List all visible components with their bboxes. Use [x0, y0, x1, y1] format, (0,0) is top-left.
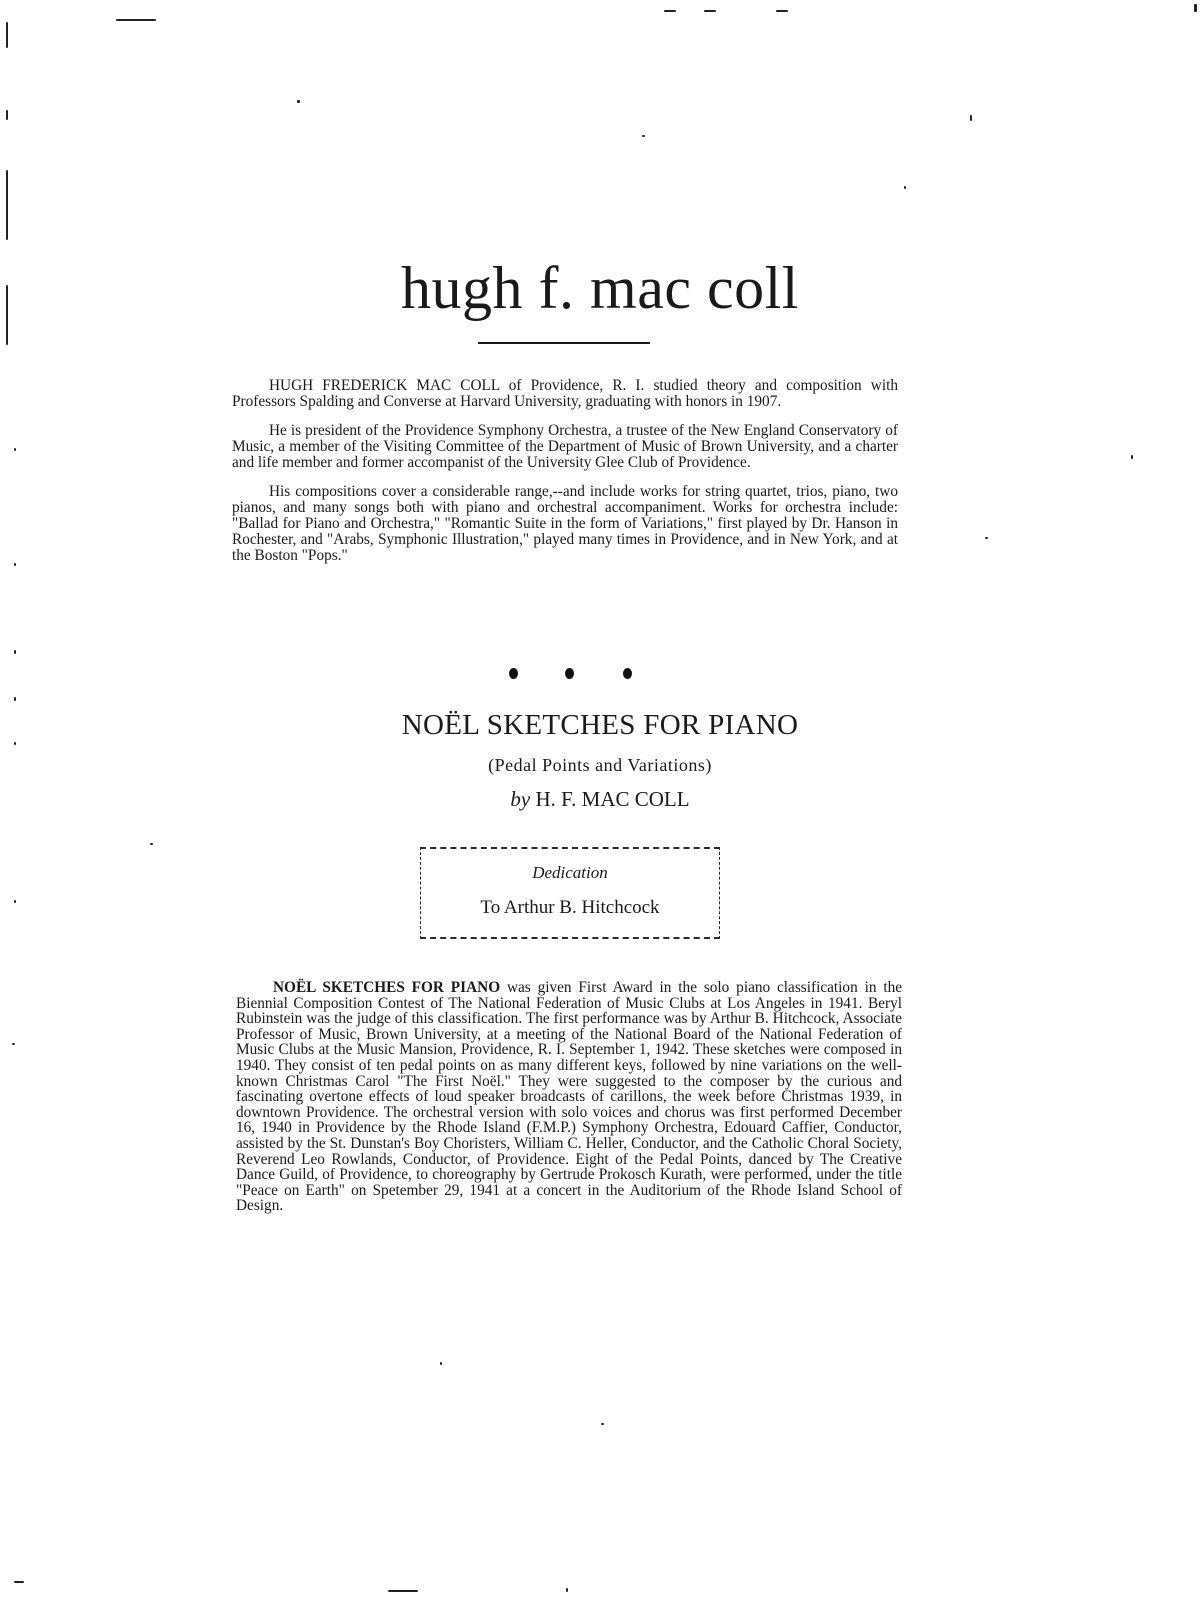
- bio-paragraph: He is president of the Providence Symphony Orchestra, a trustee of the New England Conservatory of Music, a member of the Visiting Committee of the Department of Music of Brown University, and a charter and life member and former accompanist of the University Glee Club of Providence.: [232, 422, 898, 471]
- scan-mark: [704, 10, 716, 12]
- scan-mark: [970, 115, 972, 121]
- scan-mark: [14, 448, 16, 451]
- dedication-recipient: To Arthur B. Hitchcock: [480, 897, 660, 918]
- separator-dot: [623, 668, 632, 679]
- bio-paragraph: His compositions cover a considerable range,--and include works for string quartet, trios, piano, two pianos, and many songs both with piano and orchestral accompaniment. Works for orchestra include: "Ballad for Piano and Orchestra," "Romantic Suite in the form of Variations," first played by Dr. Hanson in Rochester, and "Arabs, Symphonic Illustration," played many times in Providence, and in New York, and at the Boston "Pops.": [232, 483, 898, 564]
- scan-mark: [12, 1043, 15, 1045]
- award-body: was given First Award in the solo piano classification in the Biennial Composition Contest of The National Federation of Music Clubs at Los Angeles in 1941. Beryl Rubinstein was the judge of this classification. The first performance was by Arthur B. Hitchcock, Associate Professor of Music, Brown University, at a meeting of the National Board of the National Federation of Music Clubs at the Music Mansion, Providence, R. I. September 1, 1942. These sketches were composed in 1940. They consist of ten pedal points on as many different keys, followed by nine variations on the well-known Christmas Carol "The First Noël." They were suggested to the composer by the curious and fascinating overtone effects of loud speaker broadcasts of carillons, the week before Christmas 1939, in downtown Providence. The orchestral version with solo voices and chorus was first performed December 16, 1940 in Providence by the Rhode Island (F.M.P.) Symphony Orchestra, Edouard Caffier, Conductor, assisted by the St. Dunstan's Boy Choristers, William C. Heller, Conductor, and the Catholic Choral Society, Reverend Leo Rowlands, Conductor, of Providence. Eight of the Pedal Points, danced by The Creative Dance Guild, of Providence, to choreography by Gertrude Prokosch Kurath, were performed, under the title "Peace on Earth" on Spetember 29, 1941 at a concert in the Auditorium of the Rhode Island School of Design.: [236, 979, 903, 1215]
- scan-mark: [150, 843, 153, 845]
- byline-composer: H. F. MAC COLL: [535, 787, 690, 811]
- scan-mark: [6, 110, 8, 120]
- scan-mark: [14, 742, 16, 745]
- scan-mark: [1194, 4, 1197, 12]
- scan-mark: [985, 537, 988, 539]
- dedication-box: [420, 847, 720, 939]
- page-title: hugh f. mac coll: [401, 255, 799, 321]
- scan-mark: [664, 10, 676, 12]
- award-paragraph: [236, 980, 902, 1214]
- biography: [232, 378, 898, 564]
- scan-mark: [440, 1362, 442, 1365]
- separator-dot: [565, 668, 574, 679]
- separator-dot: [509, 668, 518, 679]
- scan-mark: [566, 1588, 568, 1592]
- section-subtitle: (Pedal Points and Variations): [488, 755, 712, 775]
- scan-mark: [14, 900, 16, 903]
- title-rule: [478, 342, 650, 344]
- scan-mark: [14, 563, 16, 566]
- scan-mark: [388, 1590, 418, 1592]
- scan-mark: [642, 135, 645, 137]
- scan-mark: [297, 100, 300, 103]
- scan-mark: [1131, 455, 1133, 459]
- scan-mark: [6, 22, 8, 48]
- scan-mark: [14, 697, 16, 701]
- scan-mark: [116, 19, 156, 21]
- scan-mark: [904, 186, 906, 189]
- section-title: NOËL SKETCHES FOR PIANO: [401, 709, 799, 741]
- byline-by: by: [510, 787, 531, 811]
- award-lead: NOËL SKETCHES FOR PIANO: [273, 979, 501, 996]
- scan-mark: [14, 650, 16, 654]
- scan-mark: [601, 1423, 604, 1425]
- byline: [0, 787, 1200, 812]
- section-separator: [0, 668, 1200, 682]
- scan-mark: [14, 1581, 24, 1583]
- scan-mark: [6, 170, 8, 240]
- scan-mark: [776, 10, 788, 12]
- bio-paragraph: HUGH FREDERICK MAC COLL of Providence, R. I. studied theory and composition with Professors Spalding and Converse at Harvard University, graduating with honors in 1907.: [232, 377, 898, 410]
- dedication-heading: Dedication: [532, 863, 608, 882]
